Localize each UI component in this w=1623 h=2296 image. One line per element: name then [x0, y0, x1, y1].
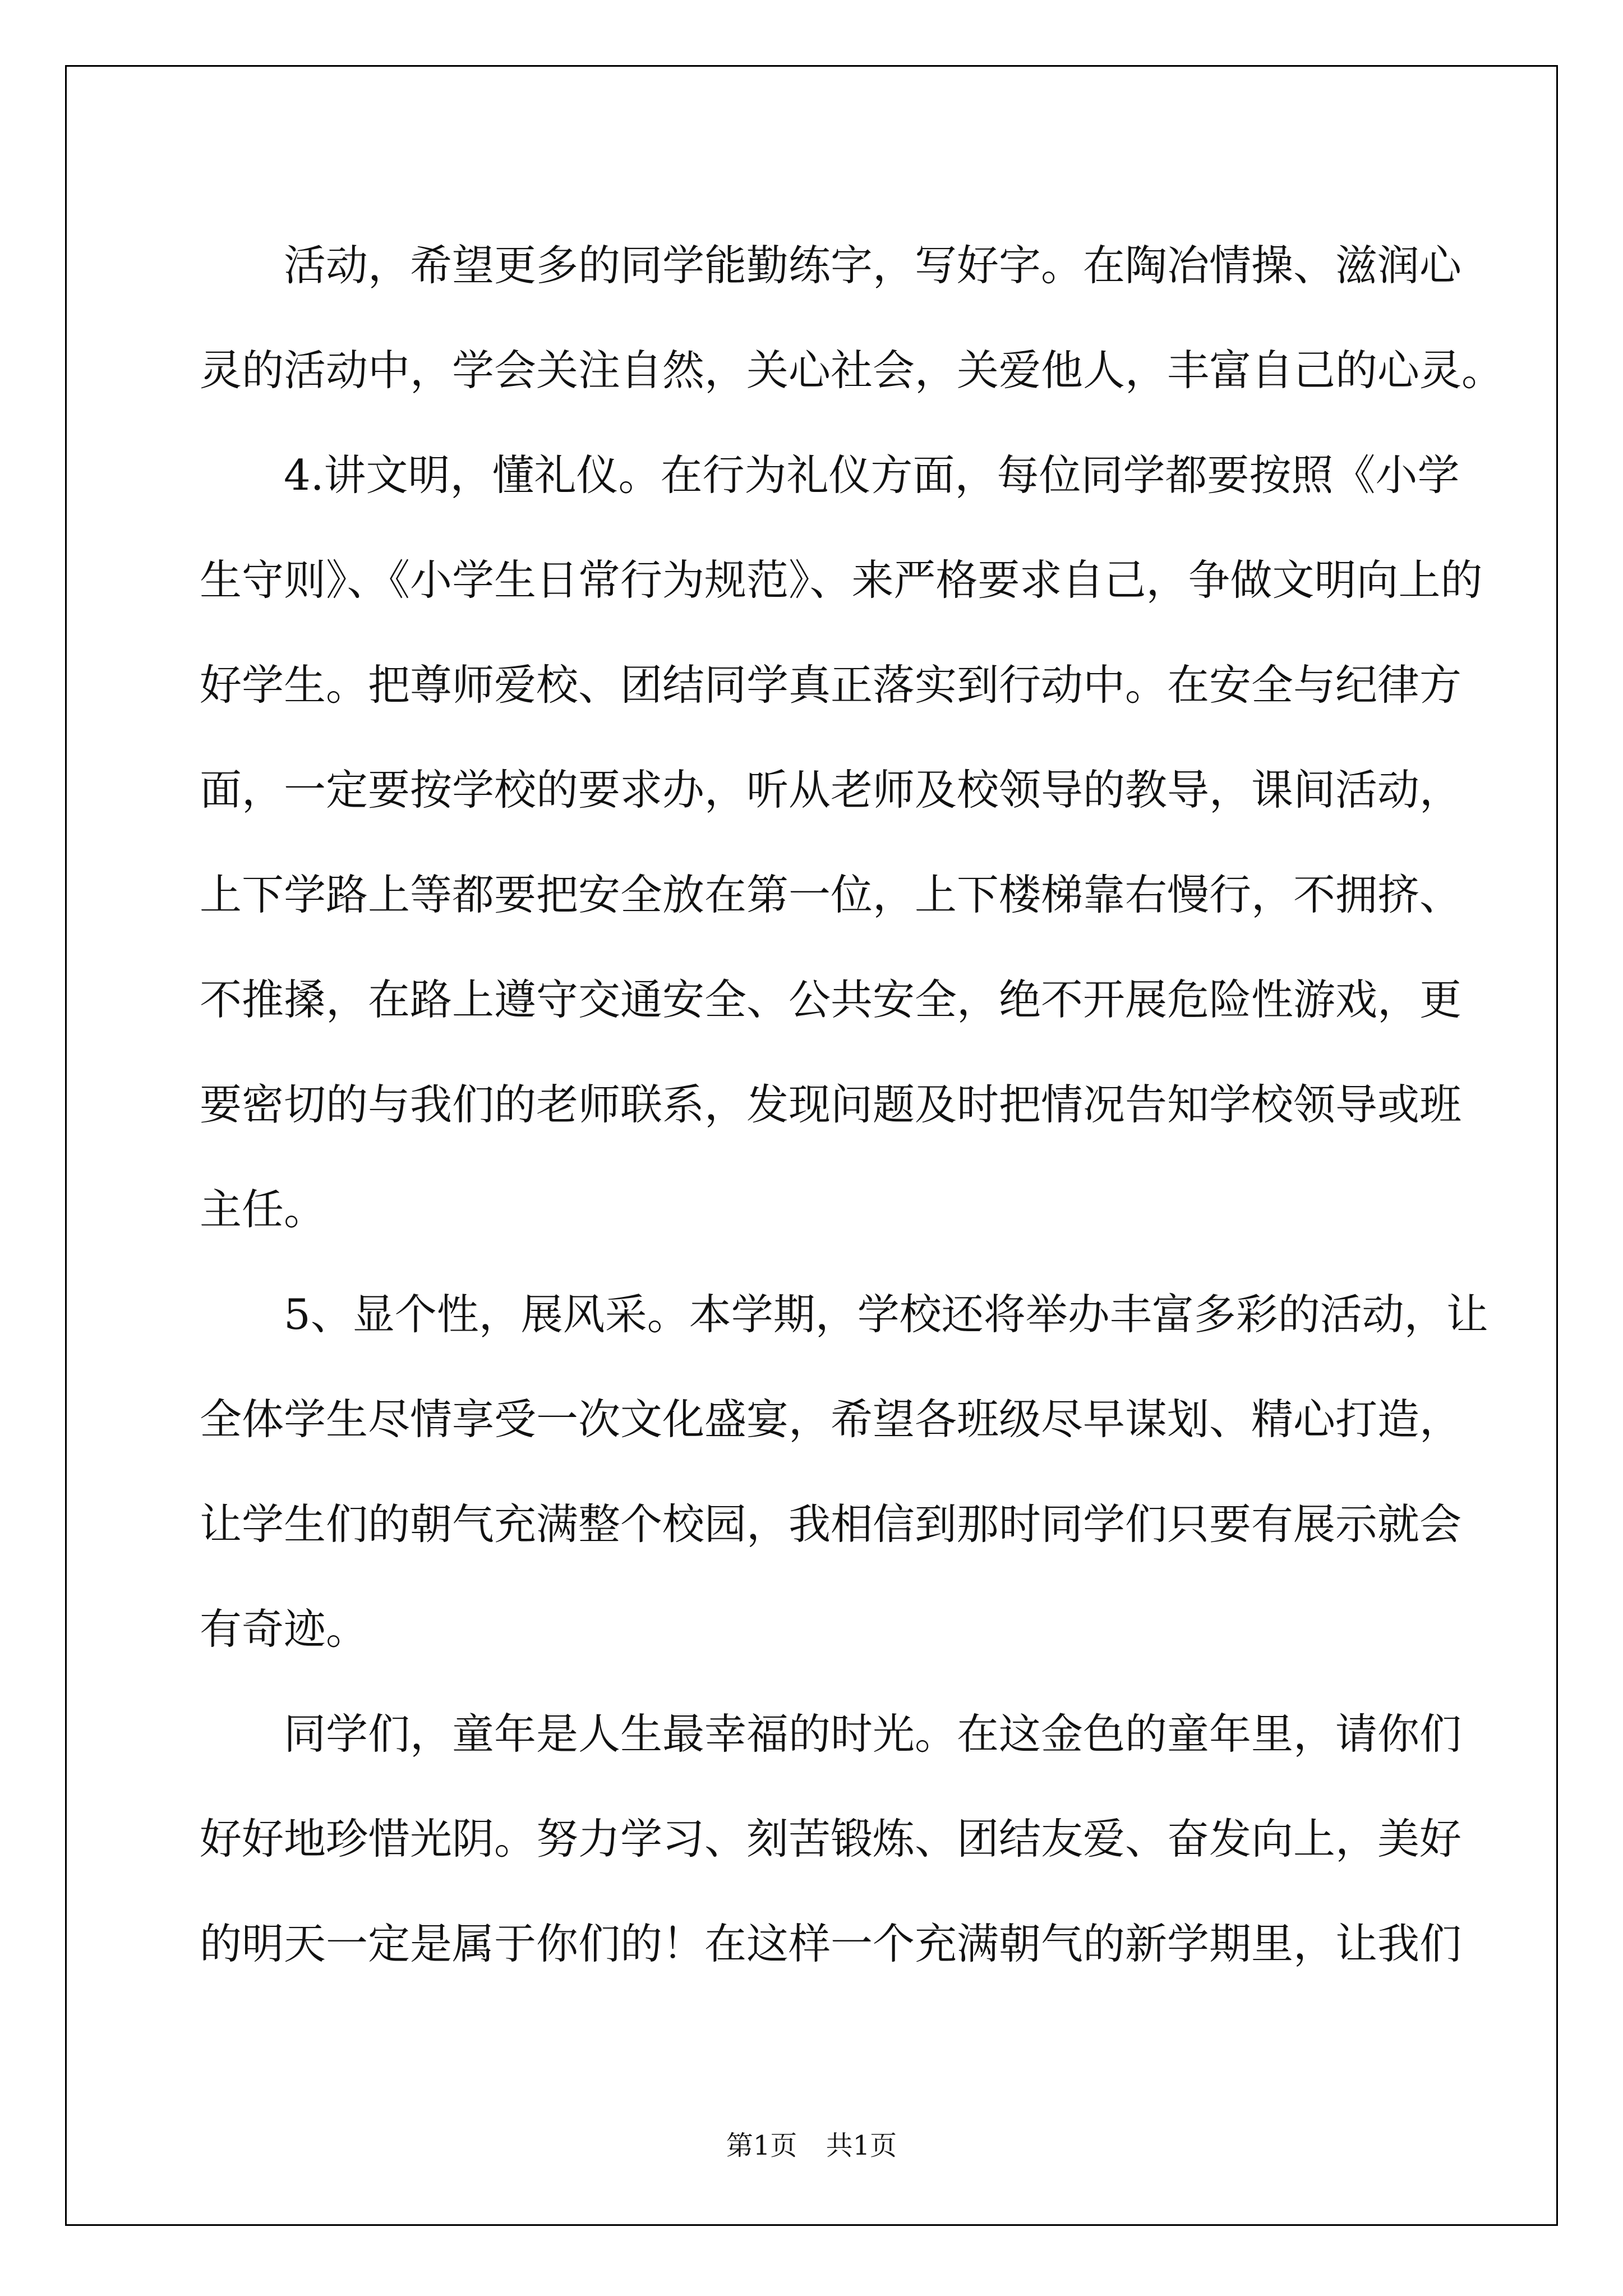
text-line: 让学生们的朝气充满整个校园，我相信到那时同学们只要有展示就会	[200, 1499, 1462, 1549]
text-line: 4.讲文明，懂礼仪。在行为礼仪方面，每位同学都要按照《小学	[284, 450, 1460, 500]
text-line: 好学生。把尊师爱校、团结同学真正落实到行动中。在安全与纪律方	[200, 660, 1462, 710]
text-line: 不推搡，在路上遵守交通安全、公共安全，绝不开展危险性游戏，更	[200, 975, 1462, 1024]
page-number: 第1页	[726, 2130, 797, 2161]
document-body	[200, 213, 1504, 1996]
text-line: 要密切的与我们的老师联系，发现问题及时把情况告知学校领导或班	[200, 1080, 1462, 1129]
text-line: 面，一定要按学校的要求办，听从老师及校领导的教导，课间活动，	[200, 765, 1462, 815]
page-total: 共1页	[826, 2130, 897, 2161]
text-line: 全体学生尽情享受一次文化盛宴，希望各班级尽早谋划、精心打造，	[200, 1395, 1462, 1444]
text-line: 主任。	[200, 1185, 326, 1234]
text-line: 5、显个性，展风采。本学期，学校还将举办丰富多彩的活动，让	[284, 1290, 1488, 1339]
text-line: 的明天一定是属于你们的！在这样一个充满朝气的新学期里，让我们	[200, 1919, 1462, 1968]
text-line: 好好地珍惜光阴。努力学习、刻苦锻炼、团结友爱、奋发向上，美好	[200, 1814, 1462, 1864]
text-line: 灵的活动中，学会关注自然，关心社会，关爱他人，丰富自己的心灵。	[200, 346, 1504, 395]
text-line: 生守则》、《小学生日常行为规范》、来严格要求自己，争做文明向上的	[200, 555, 1483, 605]
text-line: 上下学路上等都要把安全放在第一位，上下楼梯靠右慢行，不拥挤、	[200, 870, 1462, 919]
text-line: 活动，希望更多的同学能勤练字，写好字。在陶冶情操、滋润心	[284, 241, 1462, 290]
text-line: 同学们，童年是人生最幸福的时光。在这金色的童年里，请你们	[284, 1709, 1462, 1759]
text-line: 有奇迹。	[200, 1604, 368, 1654]
page-footer	[0, 2129, 1623, 2162]
